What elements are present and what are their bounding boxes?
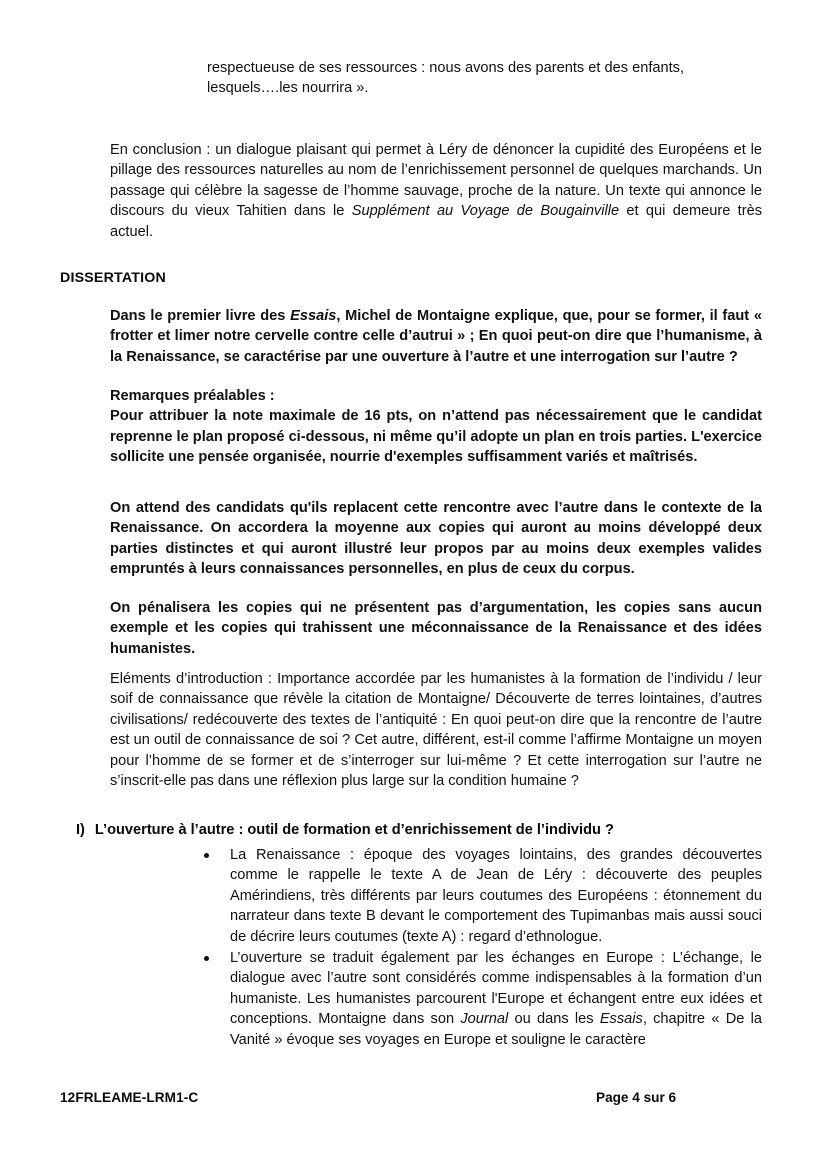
exam-reference-code: 12FRLEAME-LRM1-C — [60, 1090, 199, 1105]
bullet-two-text-part-1: L’ouverture se traduit également par les échanges en Europe : L’échange, le dialogue avec l’autre sont considérés comme indispensables à la formation d’un humaniste. Les humanistes parcourent l'Europe et échangent entre eux idées et conceptions. Montaigne dans son — [230, 950, 762, 1028]
introduction-elements-paragraph: Eléments d’introduction : Importance accordée par les humanistes à la formation de l’individu / leur soif de connaissance que révèle la citation de Montaigne/ Découverte de terres lointaines, d’autres civilisations/ redécouverte des textes de l’antiquité : En quoi peut-on dire que la rencontre de l’autre est un outil de connaissance de soi ? Cet autre, différent, est-il comme l’affirme Montaigne un moyen pour l’homme de se former et de s’interroger sur lui-même ? Et cette interrogation sur l’autre ne s’inscrit-elle pas dans une réflexion plus large sur la condition humaine ? — [110, 671, 762, 790]
conclusion-text-before-title: En conclusion : un dialogue plaisant qui permet à Léry de dénoncer la cupidité des Européens et le pillage des ressources naturelles au nom de l’enrichissement personnel de quelques marchands. Un passage qui célèbre la sagesse de l’homme sauvage, proche de la nature. Un texte qui annonce le discours du vieux Tahitien dans le — [110, 142, 762, 220]
quotation-tail-line-1: respectueuse de ses ressources : nous avons des parents et des enfants, — [207, 60, 685, 76]
quotation-tail-line-2: lesquels….les nourrira ». — [207, 80, 369, 97]
conclusion-paragraph — [110, 140, 762, 242]
page-footer — [0, 1090, 828, 1114]
grading-expectations-block: On attend des candidats qu'ils replacent cette rencontre avec l’autre dans le contexte de la Renaissance. On accordera la moyenne aux copies qui auront au moins développé deux parties distinctes et qui auront illustré leur propos par au moins deux exemples valides empruntés à leurs connaissances personnelles, en plus de ceux du corpus. — [110, 500, 762, 578]
quotation-tail-paragraph — [207, 58, 762, 99]
section-heading-dissertation: DISSERTATION — [60, 270, 166, 286]
dissertation-subject-statement — [110, 306, 762, 367]
bullet-two-text-part-3: , chapitre « De la Vanité » évoque ses voyages en Europe et souligne le caractère — [230, 1011, 762, 1048]
subject-text-part-1: Dans le premier livre des — [110, 308, 291, 324]
conclusion-text-after-title: et qui demeure très actuel. — [110, 203, 762, 240]
work-title-essais: Essais — [290, 308, 337, 324]
grading-penalties-block: On pénalisera les copies qui ne présentent pas d’argumentation, les copies sans aucun exemple et les copies qui trahissent une méconnaissance de la Renaissance et des idées humanistes. — [110, 600, 762, 657]
work-title-supplement-au-voyage: Supplément au Voyage de Bougainville — [351, 203, 620, 220]
page-number: Page 4 sur 6 — [596, 1090, 677, 1105]
section-one-title: L’ouverture à l’autre : outil de formation et d’enrichissement de l’individu ? — [94, 822, 614, 838]
list-item — [200, 948, 762, 1050]
bullet-one-text: La Renaissance : époque des voyages lointains, des grandes découvertes comme le rappelle le texte A de Jean de Léry : découverte des peuples Amérindiens, très différents par leurs coutumes des Européens : étonnement du narrateur dans texte B devant le comportement des Tupimanbas mais aussi souci de décrire leurs coutumes (texte A) : regard d’ethnologue. — [230, 847, 762, 945]
subject-text-part-2: , Michel de Montaigne explique, que, pour se former, il faut « frotter et limer notre cervelle contre celle d’autrui » ; En quoi peut-on dire que l’humanisme, à la Renaissance, se caractérise par une ouverture à l’autre et une interrogation sur l’autre ? — [110, 308, 762, 365]
section-one-marker: I) — [76, 822, 85, 838]
preliminary-remarks-body: Pour attribuer la note maximale de 16 pts, on n’attend pas nécessairement que le candidat reprenne le plan proposé ci-dessous, ni même qu’il adopte un plan en trois parties. L'exercice sollicite une pensée organisée, nourrie d'exemples suffisamment variés et maîtrisés. — [110, 408, 762, 466]
bullet-dot-icon — [204, 853, 209, 858]
bullet-dot-icon — [204, 956, 209, 961]
work-title-essais: Essais — [599, 1011, 643, 1028]
bullet-two-text-part-2: ou dans les — [508, 1011, 600, 1028]
section-one-heading — [76, 820, 766, 840]
section-one-bullet-list — [200, 845, 762, 1051]
work-title-journal: Journal — [460, 1011, 509, 1028]
list-item — [200, 845, 762, 947]
preliminary-remarks-block — [110, 386, 762, 468]
preliminary-remarks-label: Remarques préalables : — [110, 388, 275, 404]
